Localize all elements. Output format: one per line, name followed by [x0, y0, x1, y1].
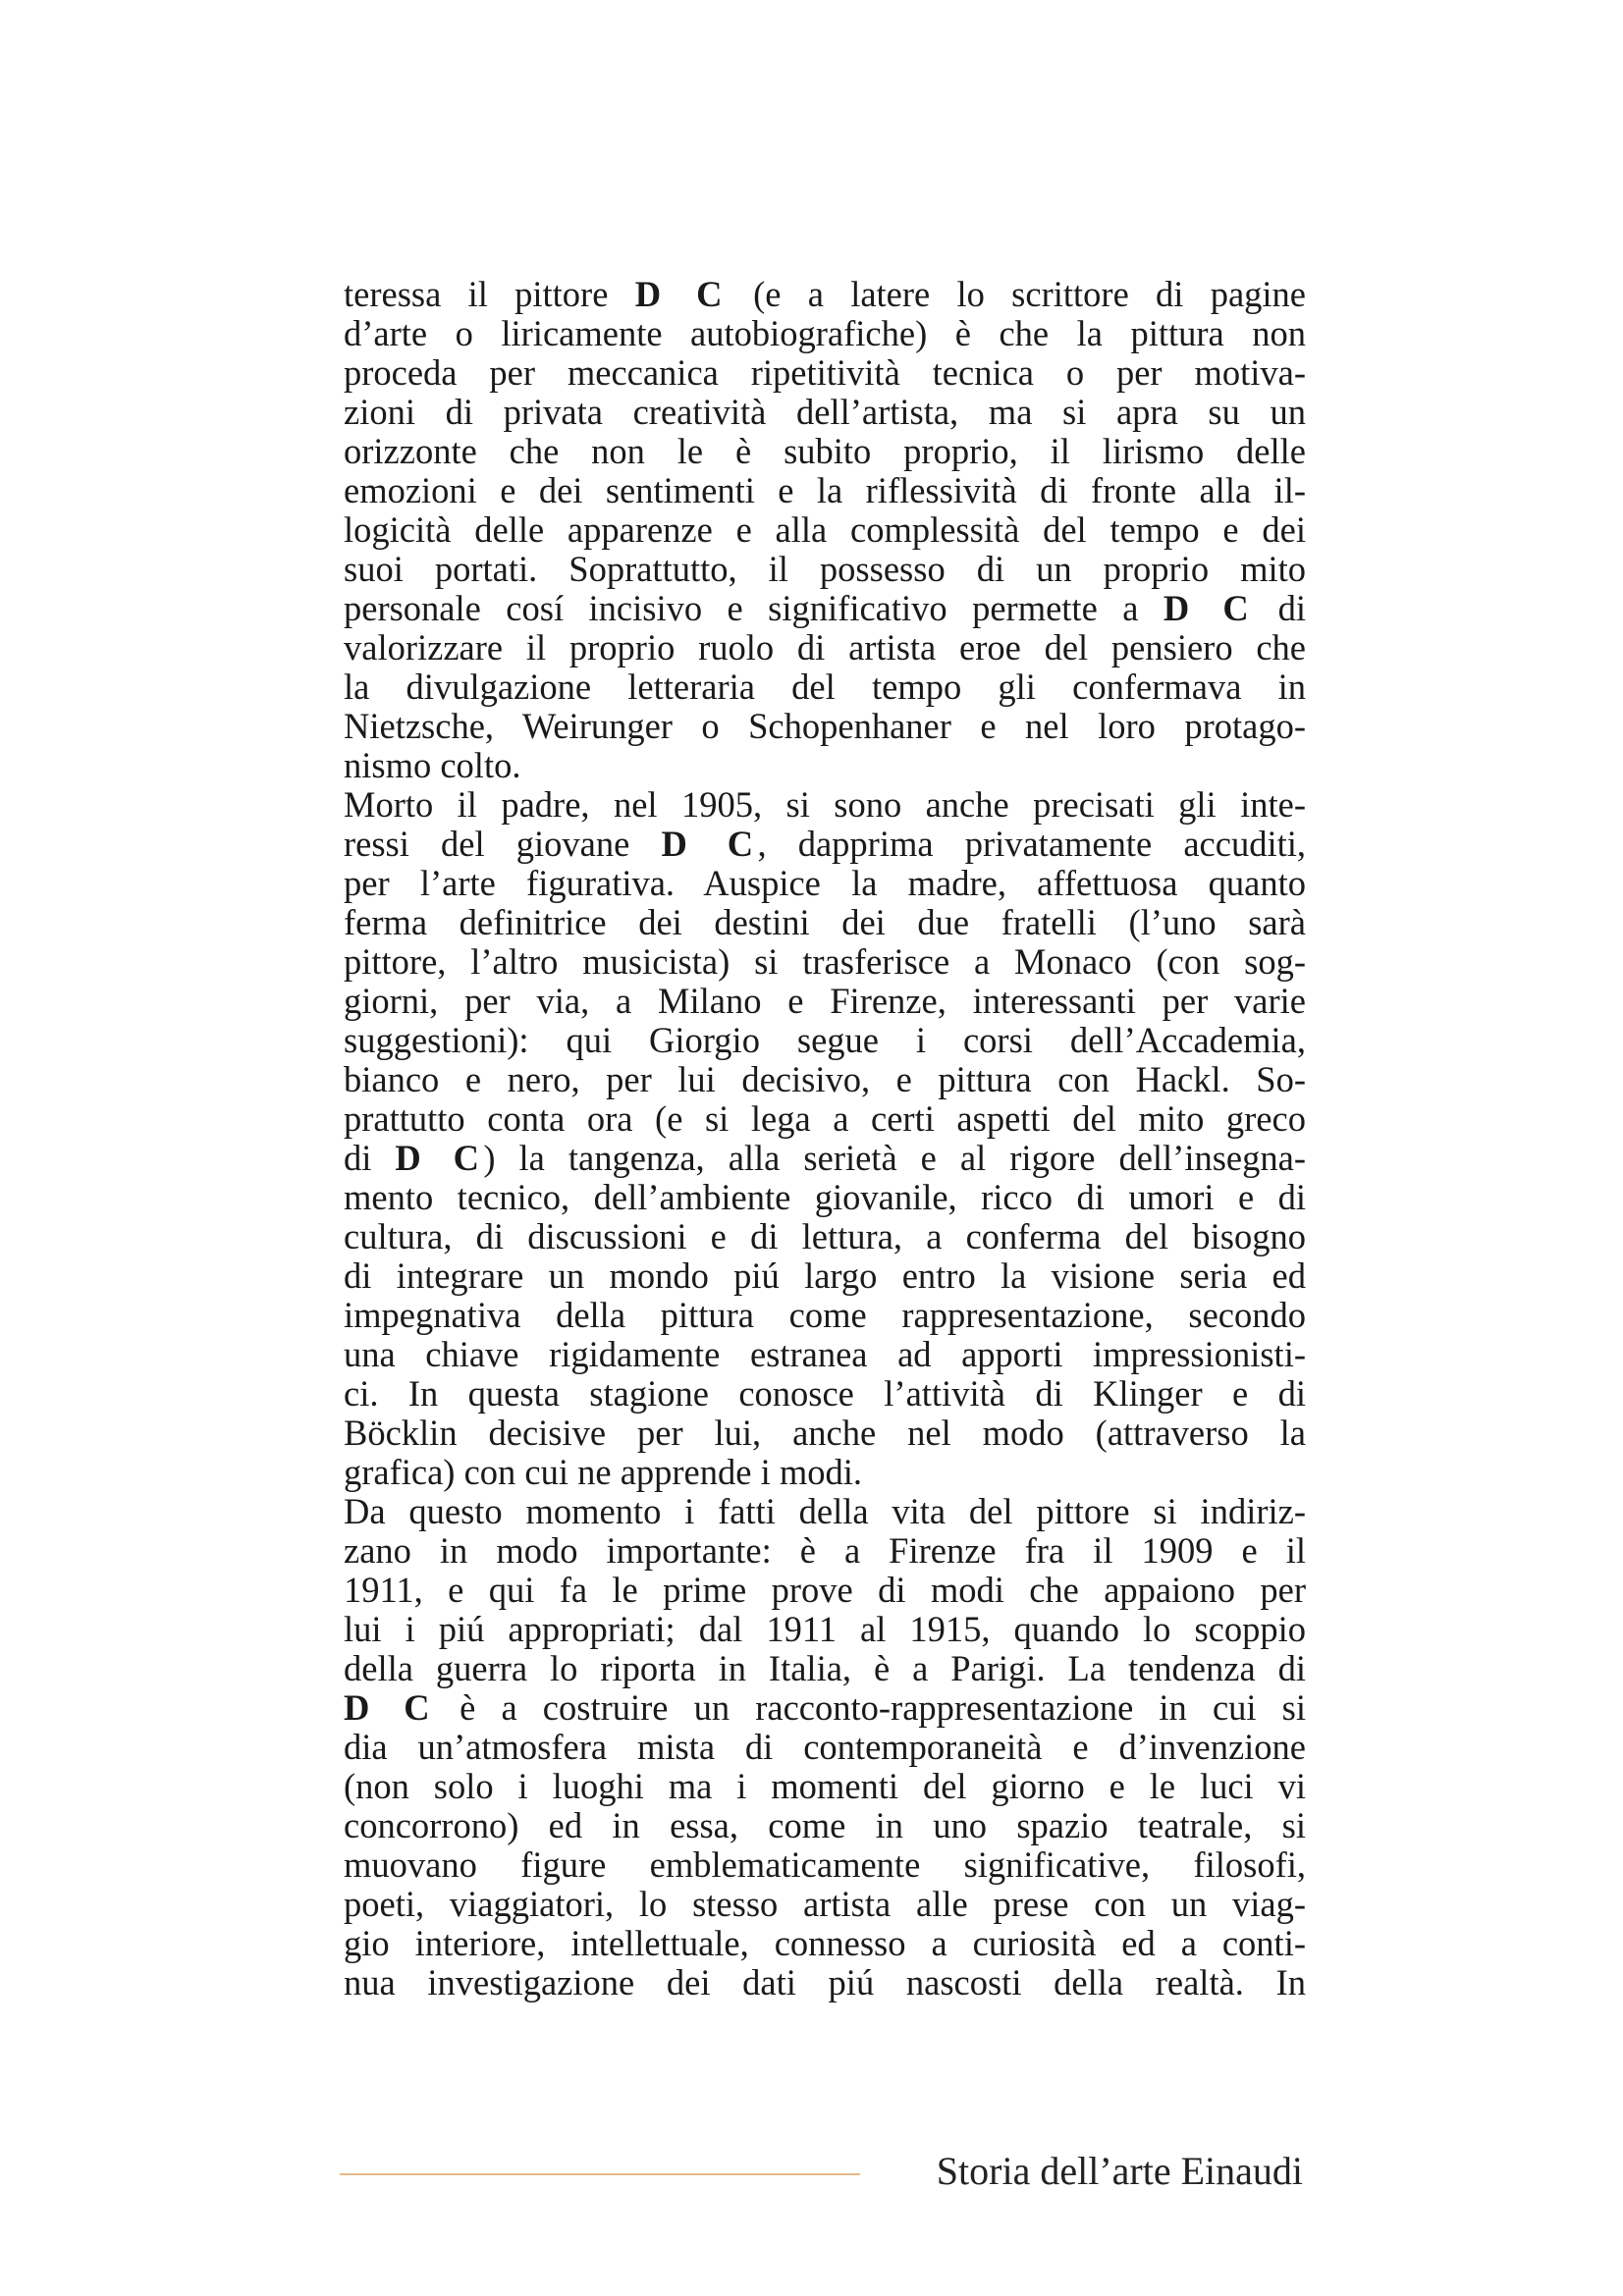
text-segment: della guerra lo riporta in Italia, è a Parigi. La tendenza di — [344, 1648, 1306, 1688]
text-line — [344, 1531, 1306, 1571]
text-line — [344, 1492, 1306, 1531]
text-line — [344, 864, 1306, 903]
text-segment: proceda per meccanica ripetitività tecnica o per motiva- — [344, 352, 1306, 393]
text-segment: (e a latere lo scrittore di pagine — [726, 274, 1306, 314]
text-line — [344, 1963, 1306, 2002]
text-segment: prattutto conta ora (e si lega a certi aspetti del mito greco — [344, 1098, 1306, 1139]
text-line — [344, 353, 1306, 393]
text-line — [344, 628, 1306, 667]
text-segment: una chiave rigidamente estranea ad apporti impressionisti- — [344, 1334, 1306, 1374]
text-segment: pittore, l’altro musicista) si trasferisce a Monaco (con sog- — [344, 941, 1306, 982]
text-segment: grafica) con cui ne apprende i modi. — [344, 1452, 863, 1492]
text-segment: cultura, di discussioni e di lettura, a conferma del bisogno — [344, 1216, 1306, 1256]
text-line — [344, 942, 1306, 982]
artist-initials: D C — [395, 1138, 484, 1178]
text-segment: nismo colto. — [344, 745, 521, 785]
text-line — [344, 1374, 1306, 1414]
text-line — [344, 432, 1306, 471]
text-segment: zioni di privata creatività dell’artista, ma si apra su un — [344, 392, 1306, 432]
text-segment: logicità delle apparenze e alla complessità del tempo e dei — [344, 509, 1306, 550]
text-line — [344, 510, 1306, 550]
artist-initials: D C — [661, 824, 758, 864]
text-segment: la divulgazione letteraria del tempo gli confermava in — [344, 667, 1306, 707]
text-line — [344, 1885, 1306, 1924]
text-line — [344, 1924, 1306, 1963]
text-segment: 1911, e qui fa le prime prove di modi che appaiono per — [344, 1570, 1306, 1610]
text-segment: zano in modo importante: è a Firenze fra il 1909 e il — [344, 1530, 1306, 1571]
text-line — [344, 314, 1306, 353]
text-line — [344, 1767, 1306, 1806]
text-segment: gio interiore, intellettuale, connesso a curiosità ed a conti- — [344, 1923, 1306, 1963]
text-segment: emozioni e dei sentimenti e la riflessività di fronte alla il- — [344, 470, 1306, 510]
text-line — [344, 1217, 1306, 1256]
text-segment: ressi del giovane — [344, 824, 662, 864]
text-line — [344, 667, 1306, 707]
text-segment: suggestioni): qui Giorgio segue i corsi dell’Accademia, — [344, 1020, 1306, 1060]
text-line — [344, 1688, 1306, 1728]
text-segment: ) la tangenza, alla serietà e al rigore dell’insegna- — [483, 1138, 1306, 1178]
text-line — [344, 1256, 1306, 1296]
text-line — [344, 1335, 1306, 1374]
text-segment: teressa il pittore — [344, 274, 635, 314]
text-segment: valorizzare il proprio ruolo di artista eroe del pensiero che — [344, 627, 1306, 667]
text-segment: Böcklin decisive per lui, anche nel modo (attraverso la — [344, 1413, 1306, 1453]
footer-title: Storia dell’arte Einaudi — [936, 2149, 1303, 2193]
text-line — [344, 1139, 1306, 1178]
text-segment: , dapprima privatamente accuditi, — [757, 824, 1306, 864]
text-line — [344, 1178, 1306, 1217]
text-line — [344, 903, 1306, 942]
text-line — [344, 393, 1306, 432]
text-line — [344, 1021, 1306, 1060]
text-segment: dia un’atmosfera mista di contemporaneità e d’invenzione — [344, 1727, 1306, 1767]
text-segment: giorni, per via, a Milano e Firenze, interessanti per varie — [344, 981, 1306, 1021]
text-segment: (non solo i luoghi ma i momenti del giorno e le luci vi — [344, 1766, 1306, 1806]
text-segment: è a costruire un racconto-rappresentazione in cui si — [434, 1687, 1307, 1728]
text-line — [344, 1728, 1306, 1767]
text-line — [344, 1296, 1306, 1335]
text-segment: Da questo momento i fatti della vita del pittore si indiriz- — [344, 1491, 1306, 1531]
text-line — [344, 1610, 1306, 1649]
text-segment: Nietzsche, Weirunger o Schopenhaner e nel loro protago- — [344, 706, 1306, 746]
text-line — [344, 825, 1306, 864]
artist-initials: D C — [1163, 588, 1254, 628]
text-segment: Morto il padre, nel 1905, si sono anche precisati gli inte- — [344, 784, 1306, 825]
text-line — [344, 1453, 1306, 1492]
text-segment: di — [1253, 588, 1306, 628]
text-segment: impegnativa della pittura come rappresentazione, secondo — [344, 1295, 1306, 1335]
text-segment: ferma definitrice dei destini dei due fratelli (l’uno sarà — [344, 902, 1306, 942]
text-line — [344, 471, 1306, 510]
text-line — [344, 785, 1306, 825]
text-line — [344, 1571, 1306, 1610]
text-line — [344, 275, 1306, 314]
footer-rule — [340, 2173, 860, 2175]
body-text — [344, 275, 1306, 2002]
text-segment: concorrono) ed in essa, come in uno spazio teatrale, si — [344, 1805, 1306, 1845]
text-segment: orizzonte che non le è subito proprio, il lirismo delle — [344, 431, 1306, 471]
text-segment: per l’arte figurativa. Auspice la madre, affettuosa quanto — [344, 863, 1306, 903]
text-segment: di integrare un mondo piú largo entro la visione seria ed — [344, 1255, 1306, 1296]
text-segment: lui i piú appropriati; dal 1911 al 1915, quando lo scoppio — [344, 1609, 1306, 1649]
artist-initials: D C — [344, 1687, 434, 1728]
text-segment: bianco e nero, per lui decisivo, e pittura con Hackl. So- — [344, 1059, 1306, 1099]
text-line — [344, 1845, 1306, 1885]
text-segment: muovano figure emblematicamente significative, filosofi, — [344, 1844, 1306, 1885]
text-line — [344, 746, 1306, 785]
text-segment: nua investigazione dei dati piú nascosti della realtà. In — [344, 1962, 1306, 2002]
text-segment: poeti, viaggiatori, lo stesso artista alle prese con un viag- — [344, 1884, 1306, 1924]
text-line — [344, 1414, 1306, 1453]
text-line — [344, 1099, 1306, 1139]
text-line — [344, 589, 1306, 628]
text-line — [344, 1060, 1306, 1099]
artist-initials: D C — [634, 274, 727, 314]
text-line — [344, 1806, 1306, 1845]
text-line — [344, 982, 1306, 1021]
text-segment: suoi portati. Soprattutto, il possesso di un proprio mito — [344, 549, 1306, 589]
text-line — [344, 550, 1306, 589]
text-line — [344, 707, 1306, 746]
text-segment: ci. In questa stagione conosce l’attività di Klinger e di — [344, 1373, 1306, 1414]
text-line — [344, 1649, 1306, 1688]
text-segment: d’arte o liricamente autobiografiche) è che la pittura non — [344, 313, 1306, 353]
text-segment: di — [344, 1138, 396, 1178]
text-segment: personale cosí incisivo e significativo permette a — [344, 588, 1163, 628]
text-segment: mento tecnico, dell’ambiente giovanile, ricco di umori e di — [344, 1177, 1306, 1217]
